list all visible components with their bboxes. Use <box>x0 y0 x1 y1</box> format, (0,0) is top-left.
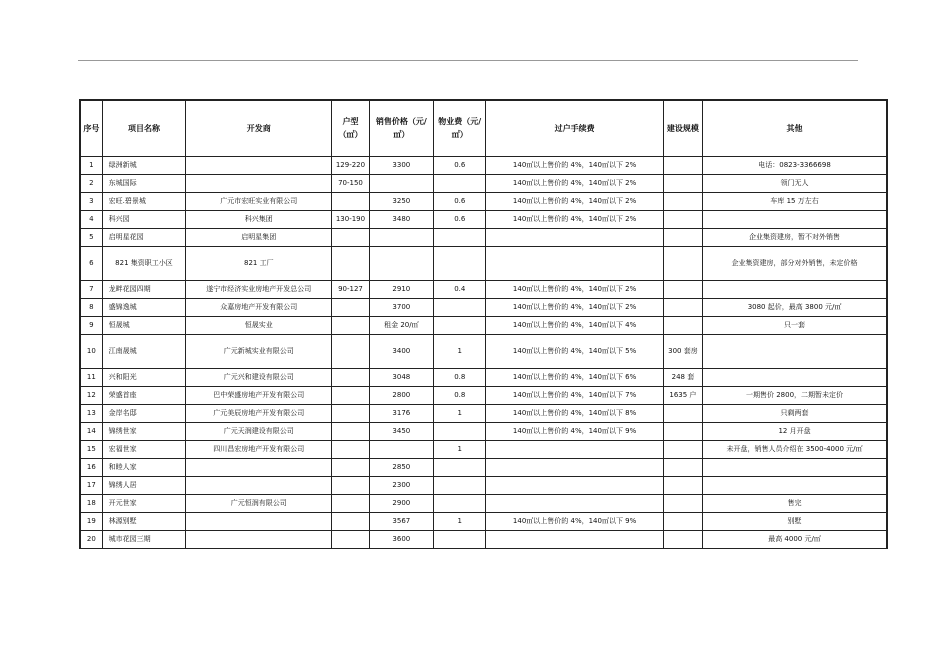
other-notes <box>703 334 887 368</box>
table-row <box>80 174 887 192</box>
developer-name: 821 工厂 <box>186 246 332 280</box>
project-name: 东城国际 <box>102 174 186 192</box>
property-fee: 1 <box>434 404 486 422</box>
row-no: 17 <box>80 476 102 494</box>
sale-price: 3048 <box>369 368 433 386</box>
sale-price: 3450 <box>369 422 433 440</box>
build-scale <box>663 316 702 334</box>
developer-name: 启明星集团 <box>186 228 332 246</box>
header-property-fee: 物业费（元/㎡） <box>434 100 486 156</box>
header-no: 序号 <box>80 100 102 156</box>
other-notes: 最高 4000 元/㎡ <box>703 530 887 548</box>
sale-price: 3250 <box>369 192 433 210</box>
project-name: 科兴园 <box>102 210 186 228</box>
row-no: 8 <box>80 298 102 316</box>
sale-price: 3176 <box>369 404 433 422</box>
table-row <box>80 476 887 494</box>
header-transfer-fee: 过户手续费 <box>486 100 663 156</box>
property-fee <box>434 494 486 512</box>
project-name: 盛锦逸城 <box>102 298 186 316</box>
property-fee <box>434 298 486 316</box>
table-row <box>80 156 887 174</box>
transfer-fee: 140㎡以上售价的 4%，140㎡以下 2% <box>486 192 663 210</box>
other-notes: 电话：0823-3366698 <box>703 156 887 174</box>
sale-price: 租金 20/㎡ <box>369 316 433 334</box>
transfer-fee: 140㎡以上售价的 4%，140㎡以下 7% <box>486 386 663 404</box>
project-name: 821 集资职工小区 <box>102 246 186 280</box>
table-row <box>80 422 887 440</box>
unit-type <box>332 192 369 210</box>
row-no: 18 <box>80 494 102 512</box>
header-scale: 建设规模 <box>663 100 702 156</box>
transfer-fee: 140㎡以上售价的 4%，140㎡以下 9% <box>486 512 663 530</box>
transfer-fee <box>486 228 663 246</box>
unit-type <box>332 440 369 458</box>
row-no: 2 <box>80 174 102 192</box>
other-notes: 3080 起价，最高 3800 元/㎡ <box>703 298 887 316</box>
header-rule <box>78 60 858 61</box>
sale-price <box>369 228 433 246</box>
project-name: 锦绣世家 <box>102 422 186 440</box>
unit-type <box>332 530 369 548</box>
transfer-fee <box>486 530 663 548</box>
unit-type: 129-220 <box>332 156 369 174</box>
transfer-fee <box>486 494 663 512</box>
property-fee: 0.4 <box>434 280 486 298</box>
property-fee <box>434 246 486 280</box>
property-fee <box>434 316 486 334</box>
unit-type <box>332 404 369 422</box>
sale-price: 2800 <box>369 386 433 404</box>
sale-price <box>369 174 433 192</box>
build-scale <box>663 494 702 512</box>
unit-type <box>332 386 369 404</box>
build-scale <box>663 530 702 548</box>
sale-price: 3300 <box>369 156 433 174</box>
other-notes: 企业集资建房，部分对外销售，未定价格 <box>703 246 887 280</box>
other-notes: 只一套 <box>703 316 887 334</box>
unit-type <box>332 476 369 494</box>
other-notes: 售完 <box>703 494 887 512</box>
developer-name: 广元兴和建设有限公司 <box>186 368 332 386</box>
project-name: 城市花园三期 <box>102 530 186 548</box>
developer-name: 科兴集团 <box>186 210 332 228</box>
table-body <box>80 156 887 548</box>
transfer-fee: 140㎡以上售价的 4%，140㎡以下 2% <box>486 156 663 174</box>
other-notes <box>703 476 887 494</box>
other-notes <box>703 368 887 386</box>
header-other: 其他 <box>703 100 887 156</box>
transfer-fee <box>486 476 663 494</box>
project-name: 和睦人家 <box>102 458 186 476</box>
sale-price: 3567 <box>369 512 433 530</box>
table-row <box>80 280 887 298</box>
table-row <box>80 440 887 458</box>
row-no: 11 <box>80 368 102 386</box>
header-price: 销售价格（元/㎡） <box>369 100 433 156</box>
row-no: 19 <box>80 512 102 530</box>
sale-price: 3480 <box>369 210 433 228</box>
unit-type <box>332 458 369 476</box>
table-row <box>80 192 887 210</box>
property-fee <box>434 530 486 548</box>
transfer-fee <box>486 246 663 280</box>
property-fee: 1 <box>434 512 486 530</box>
project-name: 绿洲新城 <box>102 156 186 174</box>
header-row <box>80 100 887 156</box>
row-no: 15 <box>80 440 102 458</box>
other-notes: 企业集资建房，暂不对外销售 <box>703 228 887 246</box>
developer-name <box>186 458 332 476</box>
project-name: 金岸名邸 <box>102 404 186 422</box>
row-no: 14 <box>80 422 102 440</box>
unit-type: 70-150 <box>332 174 369 192</box>
transfer-fee: 140㎡以上售价的 4%，140㎡以下 6% <box>486 368 663 386</box>
sale-price <box>369 440 433 458</box>
row-no: 9 <box>80 316 102 334</box>
other-notes <box>703 458 887 476</box>
build-scale <box>663 476 702 494</box>
table-row <box>80 298 887 316</box>
row-no: 3 <box>80 192 102 210</box>
other-notes: 一期售价 2800，二期暂未定价 <box>703 386 887 404</box>
property-fee <box>434 458 486 476</box>
project-name: 江南晟城 <box>102 334 186 368</box>
developer-name: 广元恒润有限公司 <box>186 494 332 512</box>
sale-price: 2900 <box>369 494 433 512</box>
property-fee <box>434 476 486 494</box>
developer-name <box>186 156 332 174</box>
developer-name <box>186 530 332 548</box>
transfer-fee: 140㎡以上售价的 4%，140㎡以下 4% <box>486 316 663 334</box>
developer-name: 广元天润建设有限公司 <box>186 422 332 440</box>
project-name: 林源别墅 <box>102 512 186 530</box>
sale-price: 2850 <box>369 458 433 476</box>
property-fee: 0.6 <box>434 210 486 228</box>
table-row <box>80 246 887 280</box>
property-fee <box>434 174 486 192</box>
unit-type <box>332 228 369 246</box>
sale-price: 2910 <box>369 280 433 298</box>
row-no: 1 <box>80 156 102 174</box>
build-scale <box>663 298 702 316</box>
build-scale <box>663 156 702 174</box>
build-scale <box>663 192 702 210</box>
row-no: 16 <box>80 458 102 476</box>
row-no: 10 <box>80 334 102 368</box>
property-fee <box>434 228 486 246</box>
build-scale <box>663 458 702 476</box>
sale-price <box>369 246 433 280</box>
transfer-fee: 140㎡以上售价的 4%，140㎡以下 2% <box>486 280 663 298</box>
build-scale <box>663 280 702 298</box>
build-scale: 300 套房 <box>663 334 702 368</box>
table-row <box>80 404 887 422</box>
developer-name: 遂宁市经济实业房地产开发总公司 <box>186 280 332 298</box>
transfer-fee: 140㎡以上售价的 4%，140㎡以下 2% <box>486 210 663 228</box>
table-row <box>80 458 887 476</box>
build-scale <box>663 422 702 440</box>
other-notes: 领门无人 <box>703 174 887 192</box>
table-row <box>80 512 887 530</box>
unit-type <box>332 512 369 530</box>
table-row <box>80 530 887 548</box>
developer-name: 广元市宏旺实业有限公司 <box>186 192 332 210</box>
project-name: 龙畔花园四期 <box>102 280 186 298</box>
project-name: 启明星花园 <box>102 228 186 246</box>
unit-type: 90-127 <box>332 280 369 298</box>
row-no: 20 <box>80 530 102 548</box>
transfer-fee: 140㎡以上售价的 4%，140㎡以下 8% <box>486 404 663 422</box>
build-scale <box>663 512 702 530</box>
transfer-fee: 140㎡以上售价的 4%，140㎡以下 2% <box>486 298 663 316</box>
build-scale: 1635 户 <box>663 386 702 404</box>
sale-price: 3600 <box>369 530 433 548</box>
transfer-fee: 140㎡以上售价的 4%，140㎡以下 9% <box>486 422 663 440</box>
row-no: 4 <box>80 210 102 228</box>
unit-type <box>332 368 369 386</box>
unit-type <box>332 494 369 512</box>
transfer-fee: 140㎡以上售价的 4%，140㎡以下 5% <box>486 334 663 368</box>
transfer-fee: 140㎡以上售价的 4%，140㎡以下 2% <box>486 174 663 192</box>
unit-type: 130-190 <box>332 210 369 228</box>
developer-name: 众嘉房地产开发有限公司 <box>186 298 332 316</box>
table-row <box>80 386 887 404</box>
unit-type <box>332 334 369 368</box>
property-table <box>79 99 888 549</box>
other-notes: 12 月开盘 <box>703 422 887 440</box>
row-no: 5 <box>80 228 102 246</box>
developer-name <box>186 512 332 530</box>
other-notes: 未开盘，销售人员介绍在 3500-4000 元/㎡ <box>703 440 887 458</box>
row-no: 13 <box>80 404 102 422</box>
table-row <box>80 316 887 334</box>
transfer-fee <box>486 458 663 476</box>
other-notes: 别墅 <box>703 512 887 530</box>
property-table-container <box>79 99 888 549</box>
project-name: 锦绣人居 <box>102 476 186 494</box>
developer-name: 广元新城实业有限公司 <box>186 334 332 368</box>
property-fee <box>434 422 486 440</box>
table-row <box>80 494 887 512</box>
unit-type <box>332 316 369 334</box>
build-scale <box>663 440 702 458</box>
build-scale <box>663 174 702 192</box>
property-fee: 0.8 <box>434 368 486 386</box>
build-scale <box>663 228 702 246</box>
header-developer: 开发商 <box>186 100 332 156</box>
unit-type <box>332 422 369 440</box>
unit-type <box>332 298 369 316</box>
developer-name: 广元美辰房地产开发有限公司 <box>186 404 332 422</box>
developer-name <box>186 476 332 494</box>
build-scale <box>663 210 702 228</box>
unit-type <box>332 246 369 280</box>
developer-name: 四川昌宏房地产开发有限公司 <box>186 440 332 458</box>
developer-name <box>186 174 332 192</box>
project-name: 宏福世家 <box>102 440 186 458</box>
property-fee: 1 <box>434 334 486 368</box>
property-fee: 1 <box>434 440 486 458</box>
project-name: 恒晟城 <box>102 316 186 334</box>
project-name: 荣盛首座 <box>102 386 186 404</box>
project-name: 宏旺.碧景城 <box>102 192 186 210</box>
project-name: 兴和阳光 <box>102 368 186 386</box>
developer-name: 巴中荣盛房地产开发有限公司 <box>186 386 332 404</box>
property-fee: 0.8 <box>434 386 486 404</box>
sale-price: 2300 <box>369 476 433 494</box>
build-scale <box>663 246 702 280</box>
sale-price: 3400 <box>369 334 433 368</box>
property-fee: 0.6 <box>434 156 486 174</box>
row-no: 7 <box>80 280 102 298</box>
table-row <box>80 210 887 228</box>
row-no: 6 <box>80 246 102 280</box>
table-row <box>80 228 887 246</box>
project-name: 开元世家 <box>102 494 186 512</box>
build-scale <box>663 404 702 422</box>
table-row <box>80 334 887 368</box>
table-row <box>80 368 887 386</box>
header-unit-type: 户型（㎡） <box>332 100 369 156</box>
property-fee: 0.6 <box>434 192 486 210</box>
build-scale: 248 套 <box>663 368 702 386</box>
row-no: 12 <box>80 386 102 404</box>
other-notes <box>703 210 887 228</box>
transfer-fee <box>486 440 663 458</box>
other-notes <box>703 280 887 298</box>
developer-name: 恒晟实业 <box>186 316 332 334</box>
other-notes: 只剩两套 <box>703 404 887 422</box>
sale-price: 3700 <box>369 298 433 316</box>
other-notes: 车库 15 万左右 <box>703 192 887 210</box>
header-name: 项目名称 <box>102 100 186 156</box>
